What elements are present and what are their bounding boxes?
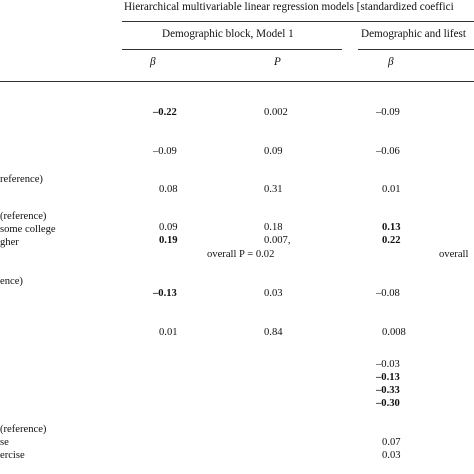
model2-rule (358, 49, 474, 50)
model2-beta-cell: –0.08 (376, 288, 400, 299)
model1-beta-cell: 0.19 (159, 235, 178, 246)
header-rule-bottom (0, 81, 474, 82)
model1-p-cell: 0.09 (264, 146, 283, 157)
model1-title: Demographic block, Model 1 (162, 28, 294, 40)
model2-title: Demographic and lifest (361, 28, 467, 40)
row-label-exercise: ercise (0, 450, 25, 461)
model2-beta-cell: –0.09 (376, 107, 400, 118)
model2-beta-header: β (388, 56, 394, 68)
model1-p-cell: 0.002 (264, 107, 288, 118)
table-main-title: Hierarchical multivariable linear regression models [standardized coeffici (124, 1, 454, 13)
model1-p-cell: 0.84 (264, 327, 283, 338)
model1-beta-cell: –0.13 (153, 288, 177, 299)
model2-beta-cell: 0.22 (382, 235, 401, 246)
model2-beta-cell: –0.13 (376, 372, 400, 383)
model1-p-cell: 0.03 (264, 288, 283, 299)
model1-overall-p: overall P = 0.02 (207, 249, 275, 260)
model2-beta-cell: –0.03 (376, 359, 400, 370)
model1-beta-cell: –0.22 (153, 107, 177, 118)
model2-beta-cell: 0.008 (382, 327, 406, 338)
model1-beta-cell: 0.08 (159, 184, 178, 195)
model1-beta-cell: 0.09 (159, 222, 178, 233)
model1-beta-cell: 0.01 (159, 327, 178, 338)
model2-overall-p: overall (439, 249, 469, 260)
model2-beta-cell: 0.13 (382, 222, 401, 233)
row-label-se: se (0, 437, 9, 448)
model2-beta-cell: –0.30 (376, 398, 400, 409)
row-label-reference-1: reference) (0, 174, 43, 185)
model1-beta-cell: –0.09 (153, 146, 177, 157)
model1-beta-header: β (150, 56, 156, 68)
model2-beta-cell: 0.01 (382, 184, 401, 195)
model1-rule (122, 49, 342, 50)
model1-p-header: P (274, 56, 281, 68)
header-rule-top (122, 21, 474, 22)
row-label-higher: gher (0, 237, 19, 248)
row-label-some-college: some college (0, 224, 56, 235)
model2-beta-cell: –0.33 (376, 385, 400, 396)
row-label-reference-2: (reference) (0, 211, 47, 222)
row-label-reference-4: (reference) (0, 424, 47, 435)
model1-p-cell: 0.31 (264, 184, 283, 195)
model1-p-cell: 0.007, (264, 235, 291, 246)
model2-beta-cell: –0.06 (376, 146, 400, 157)
row-label-reference-3: ence) (0, 276, 23, 287)
model1-p-cell: 0.18 (264, 222, 283, 233)
model2-beta-cell: 0.03 (382, 450, 401, 461)
model2-beta-cell: 0.07 (382, 437, 401, 448)
